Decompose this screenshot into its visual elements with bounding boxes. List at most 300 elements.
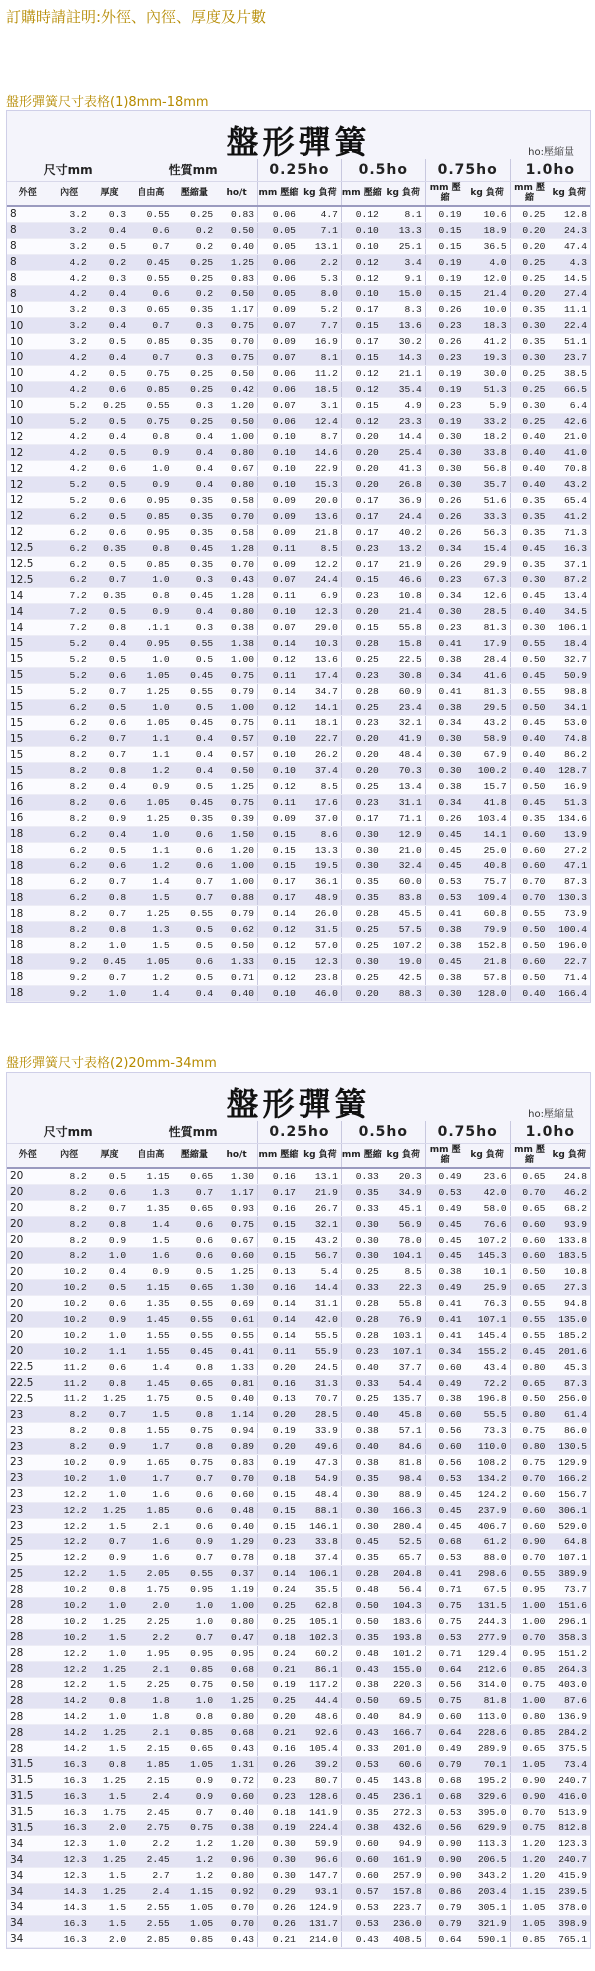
- table-cell: 0.15: [258, 842, 299, 858]
- table-cell: 0.30: [425, 747, 464, 763]
- table-cell: 43.2: [465, 715, 511, 731]
- table-cell: 25.4: [382, 445, 425, 461]
- table-cell: 96.6: [299, 1852, 341, 1868]
- table-cell: 0.30: [510, 397, 548, 413]
- table-cell: 0.12: [341, 270, 381, 286]
- table-cell: 26.8: [382, 477, 425, 493]
- table-cell: 0.26: [425, 524, 464, 540]
- table-row: [7, 1216, 590, 1232]
- table-cell: 36.9: [382, 493, 425, 509]
- table-cell: 0.5: [90, 651, 129, 667]
- table-cell: 161.9: [382, 1852, 425, 1868]
- table-cell: 0.60: [510, 1518, 548, 1534]
- table-cell: 10: [7, 318, 48, 334]
- table-cell: 0.5: [90, 556, 129, 572]
- table-cell: 16.3: [48, 1772, 89, 1788]
- table-cell: 8.0: [299, 286, 341, 302]
- table-cell: 0.55: [510, 1327, 548, 1343]
- table-cell: 0.45: [510, 588, 548, 604]
- table-cell: 0.26: [425, 556, 464, 572]
- table-cell: 10.2: [48, 1582, 89, 1598]
- table-cell: 0.8: [90, 1693, 129, 1709]
- table-cell: 0.6: [129, 286, 172, 302]
- table-cell: 0.50: [216, 413, 257, 429]
- table-cell: 0.40: [341, 1359, 381, 1375]
- table-cell: 0.7: [90, 969, 129, 985]
- table-cell: 3.4: [382, 254, 425, 270]
- table-cell: 0.12: [258, 969, 299, 985]
- table-cell: 1.0: [90, 1598, 129, 1614]
- table-cell: 0.55: [173, 906, 216, 922]
- table-cell: 0.80: [510, 1439, 548, 1455]
- table-row: [7, 508, 590, 524]
- table-cell: 1.20: [216, 397, 257, 413]
- table-cell: 0.2: [90, 254, 129, 270]
- table-cell: 37.4: [299, 1550, 341, 1566]
- table-cell: 9.1: [382, 270, 425, 286]
- table-cell: 41.9: [382, 731, 425, 747]
- table-cell: 0.50: [510, 922, 548, 938]
- table-cell: 0.60: [510, 1232, 548, 1248]
- table-cell: 0.40: [216, 1804, 257, 1820]
- table-cell: 0.34: [425, 1343, 464, 1359]
- table-cell: 55.5: [299, 1327, 341, 1343]
- table-cell: 57.1: [382, 1423, 425, 1439]
- table-cell: 0.55: [129, 270, 172, 286]
- table-cell: 60.8: [465, 906, 511, 922]
- table-cell: 34.1: [548, 699, 590, 715]
- table-cell: 0.23: [341, 715, 381, 731]
- table-cell: 16.3: [48, 1804, 89, 1820]
- table-cell: 0.4: [90, 222, 129, 238]
- table-row: [7, 1915, 590, 1931]
- table-row: [7, 1375, 590, 1391]
- table-cell: 15: [7, 763, 48, 779]
- table-cell: 1.5: [90, 1741, 129, 1757]
- table-cell: 24.4: [382, 508, 425, 524]
- table-cell: 107.1: [465, 1312, 511, 1328]
- col-load-kg: kg 負荷: [299, 182, 341, 207]
- table-row: [7, 1264, 590, 1280]
- table-cell: 5.2: [48, 667, 89, 683]
- table-cell: 1.33: [216, 953, 257, 969]
- table-cell: 0.75: [173, 1677, 216, 1693]
- table-cell: 0.50: [510, 699, 548, 715]
- table-row: [7, 461, 590, 477]
- table-row: [7, 1184, 590, 1200]
- table-cell: 100.4: [548, 922, 590, 938]
- header-quarter-ho: 0.25ho: [258, 159, 342, 182]
- table-cell: 6.2: [48, 874, 89, 890]
- table-cell: 0.9: [90, 1455, 129, 1471]
- table-cell: 408.5: [382, 1931, 425, 1947]
- table-cell: 0.4: [90, 318, 129, 334]
- table-cell: 60.2: [299, 1645, 341, 1661]
- table-cell: 28: [7, 1613, 48, 1629]
- table-cell: 94.8: [548, 1296, 590, 1312]
- table-cell: 24.8: [548, 1168, 590, 1184]
- table-cell: 34: [7, 1852, 48, 1868]
- table-cell: 8.2: [48, 779, 89, 795]
- table-row: [7, 540, 590, 556]
- table-cell: 23: [7, 1518, 48, 1534]
- table-cell: 55.9: [299, 1343, 341, 1359]
- table-cell: 4.2: [48, 445, 89, 461]
- table-cell: 106.1: [548, 620, 590, 636]
- table-cell: 0.4: [90, 636, 129, 652]
- table-cell: 0.17: [341, 508, 381, 524]
- table-cell: 0.15: [258, 1518, 299, 1534]
- table-cell: 0.49: [425, 1280, 464, 1296]
- table-cell: 0.9: [173, 1772, 216, 1788]
- table-row: [7, 556, 590, 572]
- table-cell: 0.50: [216, 1677, 257, 1693]
- table-cell: 10.2: [48, 1455, 89, 1471]
- table-cell: 28: [7, 1677, 48, 1693]
- table-cell: 0.9: [173, 1788, 216, 1804]
- table-cell: 20.0: [299, 493, 341, 509]
- table-cell: 1.0: [129, 699, 172, 715]
- table-cell: 0.6: [90, 858, 129, 874]
- table-cell: 0.07: [258, 318, 299, 334]
- table-cell: 1.25: [216, 1693, 257, 1709]
- table-cell: 0.29: [258, 1884, 299, 1900]
- table-cell: 0.6: [90, 524, 129, 540]
- table-cell: 201.6: [548, 1343, 590, 1359]
- table-cell: 0.60: [510, 1502, 548, 1518]
- table-cell: 1.20: [510, 1868, 548, 1884]
- table-cell: 0.58: [216, 524, 257, 540]
- table-cell: 87.3: [548, 1375, 590, 1391]
- header-three-quarter-ho: 0.75ho: [425, 159, 510, 182]
- table-cell: 0.9: [129, 779, 172, 795]
- table-cell: 0.65: [173, 1375, 216, 1391]
- table-cell: 0.12: [341, 413, 381, 429]
- table-cell: 35.4: [382, 381, 425, 397]
- table-row: [7, 1804, 590, 1820]
- table-cell: 0.35: [510, 556, 548, 572]
- table-cell: 22.3: [382, 1280, 425, 1296]
- table-cell: 155.0: [382, 1661, 425, 1677]
- table-cell: 0.06: [258, 365, 299, 381]
- table-cell: 0.30: [425, 604, 464, 620]
- table-cell: 0.20: [341, 747, 381, 763]
- table-cell: 629.9: [465, 1820, 511, 1836]
- table-row: [7, 1518, 590, 1534]
- table-cell: 0.30: [425, 461, 464, 477]
- table-cell: 1.2: [173, 1868, 216, 1884]
- table-cell: 0.50: [510, 779, 548, 795]
- table-cell: 7.2: [48, 588, 89, 604]
- table-cell: 0.15: [258, 953, 299, 969]
- table-cell: 81.3: [465, 620, 511, 636]
- table-cell: 228.6: [465, 1725, 511, 1741]
- table-cell: 31.5: [7, 1804, 48, 1820]
- table-cell: 0.28: [341, 1296, 381, 1312]
- table-cell: 1.05: [173, 1899, 216, 1915]
- table-cell: 70.3: [382, 763, 425, 779]
- table-cell: 0.50: [341, 1613, 381, 1629]
- header-property: 性質mm: [129, 1121, 257, 1144]
- table-cell: 0.07: [258, 350, 299, 366]
- table-cell: 32.7: [548, 651, 590, 667]
- table-cell: 0.70: [510, 1184, 548, 1200]
- table-cell: 0.49: [425, 1741, 464, 1757]
- table-cell: 0.45: [425, 842, 464, 858]
- table-cell: 0.45: [510, 1343, 548, 1359]
- table-row: [7, 397, 590, 413]
- table-cell: 0.40: [341, 1709, 381, 1725]
- table-cell: 31.1: [299, 1296, 341, 1312]
- table-row: [7, 1168, 590, 1184]
- table-cell: 1.17: [216, 302, 257, 318]
- table-cell: 0.68: [216, 1725, 257, 1741]
- table-cell: 398.9: [548, 1915, 590, 1931]
- table-cell: 10: [7, 413, 48, 429]
- table-cell: 87.6: [548, 1693, 590, 1709]
- table-cell: 2.05: [129, 1566, 172, 1582]
- table-cell: 0.50: [510, 651, 548, 667]
- table-cell: 0.62: [216, 922, 257, 938]
- table-cell: 0.11: [258, 715, 299, 731]
- table-cell: 1.0: [90, 937, 129, 953]
- table-cell: 0.83: [216, 1455, 257, 1471]
- table-row: [7, 254, 590, 270]
- table-cell: 0.40: [216, 985, 257, 1001]
- order-note: 訂購時請註明:外徑、內徑、厚度及片數: [6, 8, 267, 26]
- table-cell: 26.0: [299, 906, 341, 922]
- table-cell: 56.7: [299, 1248, 341, 1264]
- table-cell: 31.3: [299, 1375, 341, 1391]
- table-cell: 1.75: [129, 1582, 172, 1598]
- table-cell: 1.4: [129, 1359, 172, 1375]
- table-cell: 0.41: [216, 1343, 257, 1359]
- table-cell: 289.9: [465, 1741, 511, 1757]
- table-row: [7, 922, 590, 938]
- table-cell: 10.2: [48, 1629, 89, 1645]
- table-cell: 41.6: [465, 667, 511, 683]
- table-cell: 13.3: [382, 222, 425, 238]
- table-cell: 31.5: [299, 922, 341, 938]
- table-cell: 305.1: [465, 1899, 511, 1915]
- table-cell: 1.00: [510, 1693, 548, 1709]
- table-cell: 105.1: [299, 1613, 341, 1629]
- table-cell: 0.90: [510, 1788, 548, 1804]
- table-cell: 0.26: [258, 1915, 299, 1931]
- table-cell: 0.45: [341, 1534, 381, 1550]
- table-cell: 214.0: [299, 1931, 341, 1947]
- table-cell: 1.85: [129, 1502, 172, 1518]
- table-cell: 12.3: [48, 1868, 89, 1884]
- table-cell: 0.10: [258, 604, 299, 620]
- table-cell: 0.9: [90, 1232, 129, 1248]
- table-cell: 135.7: [382, 1391, 425, 1407]
- table-body: [7, 206, 590, 1001]
- table-cell: 7.1: [299, 222, 341, 238]
- table-cell: 27.3: [548, 1280, 590, 1296]
- table-cell: 0.17: [258, 890, 299, 906]
- table-cell: 0.69: [216, 1296, 257, 1312]
- table-cell: 1.00: [216, 651, 257, 667]
- table-cell: 1.05: [129, 794, 172, 810]
- table-cell: 103.4: [465, 810, 511, 826]
- table-cell: 0.19: [258, 1455, 299, 1471]
- table-cell: 1.0: [90, 985, 129, 1001]
- table-cell: 0.25: [258, 1693, 299, 1709]
- table-cell: 28.5: [299, 1407, 341, 1423]
- table-cell: 48.4: [382, 747, 425, 763]
- table-cell: 0.30: [341, 1216, 381, 1232]
- table-cell: 0.35: [510, 508, 548, 524]
- table-cell: 45.5: [382, 906, 425, 922]
- table-cell: 30.8: [382, 667, 425, 683]
- table-row: [7, 1486, 590, 1502]
- table-cell: 8.2: [48, 794, 89, 810]
- col-compress-mm: mm 壓縮: [425, 182, 464, 207]
- table-cell: 4.2: [48, 429, 89, 445]
- table-cell: 145.3: [465, 1248, 511, 1264]
- table-cell: 16.3: [48, 1915, 89, 1931]
- table-cell: 0.20: [510, 222, 548, 238]
- table-cell: 0.60: [510, 1216, 548, 1232]
- table-cell: 17.9: [465, 636, 511, 652]
- table-cell: 5.2: [48, 493, 89, 509]
- table-cell: 0.95: [216, 1645, 257, 1661]
- table-cell: 12.6: [465, 588, 511, 604]
- table-cell: 2.15: [129, 1772, 172, 1788]
- table-cell: 22.4: [548, 318, 590, 334]
- table-cell: 0.70: [510, 1470, 548, 1486]
- table-cell: 2.2: [299, 254, 341, 270]
- table-cell: 0.25: [173, 365, 216, 381]
- table-cell: 6.9: [299, 588, 341, 604]
- table-cell: 0.70: [216, 1915, 257, 1931]
- table-cell: 104.1: [382, 1248, 425, 1264]
- table-cell: 0.14: [258, 1296, 299, 1312]
- table-cell: 15.4: [465, 540, 511, 556]
- table-cell: 83.8: [382, 890, 425, 906]
- table-row: [7, 1534, 590, 1550]
- table-cell: 41.0: [548, 445, 590, 461]
- table-cell: 71.1: [382, 810, 425, 826]
- table-cell: 0.56: [425, 1423, 464, 1439]
- table-cell: 1.05: [129, 953, 172, 969]
- table-cell: 0.65: [510, 1280, 548, 1296]
- table-cell: 36.1: [299, 874, 341, 890]
- table-cell: 0.79: [425, 1915, 464, 1931]
- table-cell: 0.10: [258, 747, 299, 763]
- table-row: [7, 588, 590, 604]
- table-cell: 7.2: [48, 620, 89, 636]
- table-cell: 0.12: [258, 922, 299, 938]
- table-cell: 1.05: [510, 1915, 548, 1931]
- table-cell: 0.45: [425, 1248, 464, 1264]
- table-cell: 21.9: [299, 1184, 341, 1200]
- table-cell: 0.38: [425, 699, 464, 715]
- table-cell: 183.5: [548, 1248, 590, 1264]
- table-cell: 1.5: [90, 1566, 129, 1582]
- table-cell: 70.1: [465, 1756, 511, 1772]
- table-cell: 0.09: [258, 508, 299, 524]
- table-cell: 20: [7, 1280, 48, 1296]
- table-cell: 8.2: [48, 937, 89, 953]
- header-quarter-ho: 0.25ho: [258, 1121, 342, 1144]
- table-cell: 0.9: [129, 1264, 172, 1280]
- table-row: [7, 1852, 590, 1868]
- table-cell: 0.83: [216, 206, 257, 222]
- table-cell: 6.2: [48, 858, 89, 874]
- table-cell: 2.55: [129, 1899, 172, 1915]
- table-cell: 1.35: [129, 1296, 172, 1312]
- table-cell: 0.67: [216, 1232, 257, 1248]
- table-cell: 43.4: [465, 1359, 511, 1375]
- table-cell: 129.4: [465, 1645, 511, 1661]
- table-cell: 0.35: [510, 334, 548, 350]
- table-cell: 212.6: [465, 1661, 511, 1677]
- table-cell: 0.45: [425, 953, 464, 969]
- table-cell: 18: [7, 922, 48, 938]
- table-cell: 0.53: [425, 1184, 464, 1200]
- table-cell: 1.30: [216, 1168, 257, 1184]
- table-cell: 8: [7, 222, 48, 238]
- table-row: [7, 683, 590, 699]
- table-cell: 0.23: [341, 794, 381, 810]
- table-cell: 28: [7, 1693, 48, 1709]
- table-cell: 1.2: [173, 1836, 216, 1852]
- table-cell: 7.7: [299, 318, 341, 334]
- table-cell: 15: [7, 715, 48, 731]
- table-cell: 19.3: [465, 350, 511, 366]
- table-cell: 5.4: [299, 1264, 341, 1280]
- table-cell: 26.7: [299, 1200, 341, 1216]
- table-cell: 8.2: [48, 1184, 89, 1200]
- table-cell: 1.0: [90, 1645, 129, 1661]
- table-cell: 0.25: [510, 365, 548, 381]
- table-row: [7, 1502, 590, 1518]
- table-cell: 34: [7, 1915, 48, 1931]
- table-cell: 25.9: [465, 1280, 511, 1296]
- table-cell: 103.1: [382, 1327, 425, 1343]
- table-row: [7, 1359, 590, 1375]
- table-cell: 0.34: [425, 667, 464, 683]
- table-cell: 0.40: [510, 461, 548, 477]
- table-cell: 0.10: [258, 763, 299, 779]
- table-cell: 0.58: [216, 493, 257, 509]
- table-cell: 29.5: [465, 699, 511, 715]
- table-cell: 42.0: [299, 1312, 341, 1328]
- table-cell: 395.0: [465, 1804, 511, 1820]
- table-cell: 0.8: [90, 1375, 129, 1391]
- table-cell: 2.25: [129, 1613, 172, 1629]
- table-cell: 284.2: [548, 1725, 590, 1741]
- table-cell: 0.6: [173, 1216, 216, 1232]
- table-cell: 1.5: [90, 1868, 129, 1884]
- table-cell: 0.7: [173, 1804, 216, 1820]
- table-cell: 415.9: [548, 1868, 590, 1884]
- table-cell: 34: [7, 1884, 48, 1900]
- table-cell: 0.25: [341, 779, 381, 795]
- table-cell: 9.2: [48, 953, 89, 969]
- table-cell: 10: [7, 381, 48, 397]
- table-cell: 0.30: [510, 620, 548, 636]
- table-cell: 6.2: [48, 890, 89, 906]
- table-cell: 0.56: [425, 1820, 464, 1836]
- table-cell: 13.9: [548, 826, 590, 842]
- table-cell: 0.86: [425, 1884, 464, 1900]
- table-cell: 33.8: [299, 1534, 341, 1550]
- table-cell: 0.5: [90, 508, 129, 524]
- table-cell: 0.45: [90, 953, 129, 969]
